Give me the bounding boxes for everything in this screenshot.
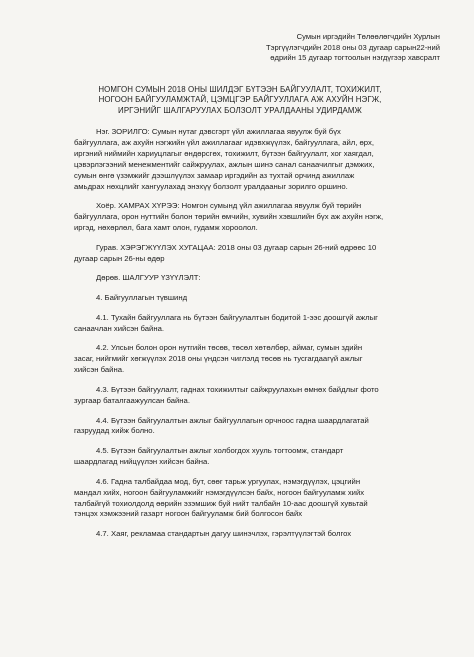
paragraph-4-7 [74, 529, 438, 540]
text-line: 4.6. Гадна талбайдаа мод, бут, сөөг тарьж ургуулах, нэмэгдүүлэх, цэцгийн [96, 476, 361, 486]
text-line: 4.1. Тухайн байгууллага нь бүтээн байгуулалтын бодитой 1-ээс доошгүй ажлыг [96, 312, 378, 322]
paragraph-4-1 [74, 313, 438, 335]
header-line: Тэргүүлэгчдийн 2018 оны 03 дугаар сарын22-ний [265, 42, 440, 52]
document-body [74, 127, 438, 549]
paragraph-section-4 [74, 293, 438, 304]
text-line: шаардлагад нийцүүлэн хийсэн байна. [74, 457, 210, 467]
header-line: өдрийн 15 дугаар тогтоолын нэгдүгээр хавсралт [270, 53, 440, 63]
text-line: сумын өнгө үзэмжийг дээшлүүлэх замаар иргэдийн аз тухтай орчинд ажиллаж [74, 170, 355, 180]
document-header [210, 32, 440, 64]
text-line: 4.4. Бүтээн байгуулалтын ажлыг байгууллагын орчноос гадна шаардлагатай [96, 415, 369, 425]
text-line: талбайгүй тохиолдолд өөрийн эзэмшиж буй нийт талбайн 10-аас доошгүй хувьтай [74, 498, 368, 508]
header-line: Сумын иргэдийн Төлөөлөгчдийн Хурлын [296, 32, 440, 41]
text-line: Дөрөв. ШАЛГУУР ҮЗҮҮЛЭЛТ: [96, 273, 201, 283]
text-line: Хоёр. ХАМРАХ ХҮРЭЭ: Номгон сумынд үйл ажиллагаа явуулж буй төрийн [96, 201, 362, 211]
text-line: байгууллага, аж ахуйн нэгжийн үйл ажиллагааг идэвхжүүлэх, байгууллага, айл, өрх, [74, 137, 374, 147]
paragraph-scope [74, 201, 438, 234]
text-line: 4.7. Хаяг, рекламаа стандартын дагуу шинэчлэх, гэрэлтүүлэгтэй болгох [96, 529, 352, 539]
text-line: 4.5. Бүтээн байгуулалтын ажлыг холбогдох хууль тогтоомж, стандарт [96, 446, 344, 456]
paragraph-criteria-heading [74, 273, 438, 284]
text-line: 4.2. Улсын болон орон нутгийн төсөв, төсөл хөтөлбөр, аймаг, сумын здийн [96, 343, 363, 353]
text-line: Нэг. ЗОРИЛГО: Сумын нутаг дэвсгэрт үйл ажиллагаа явуулж буй бүх [96, 127, 341, 136]
text-line: иргэний ниймийн хариуцлагыг өндөрсгөх, тохижилт, бүтээн байгуулалт, хог хаягдал, [74, 148, 374, 158]
text-line: иргэд, нөхөрлөл, бага хамт олон, гудамж хороолол. [74, 223, 258, 233]
paragraph-purpose [74, 127, 438, 192]
text-line: Гурав. ХЭРЭГЖҮҮЛЭХ ХУГАЦАА: 2018 оны 03 дугаар сарын 26-ний өдрөөс 10 [96, 242, 377, 252]
title-line: ИРГЭНИЙГ ШАЛГАРУУЛАХ БОЛЗОЛТ УРАЛДААНЫ УДИРДАМЖ [118, 105, 362, 115]
text-line: зургаар баталгаажуулсан байна. [74, 395, 190, 405]
title-line: НОГООН БАЙГУУЛАМЖТАЙ, ЦЭМЦГЭР БАЙГУУЛЛАГА АЖ АХУЙН НЭГЖ, [98, 95, 382, 105]
document-title [44, 85, 436, 116]
text-line: дугаар сарын 26-ны өдөр [74, 253, 165, 263]
paragraph-duration [74, 243, 438, 265]
paragraph-4-2 [74, 343, 438, 376]
text-line: 4. Байгууллагын түвшинд [96, 293, 188, 303]
text-line: засаг, нийгмийг хөгжүүлэх 2018 оны үндсэн чиглэлд төсөв нь тусгагдаагүй ажлыг [74, 354, 363, 364]
paragraph-4-4 [74, 416, 438, 438]
text-line: санаачлан хийсэн байна. [74, 323, 165, 333]
text-line: амьдрах нөхцлийг хангуулахад энэхүү болзолт уралдааныг зорилго оршино. [74, 181, 348, 191]
text-line: тэнцэх хэмжээний газарт ногоон байгууламж бий болгосон байх [74, 509, 303, 519]
text-line: мандал хийх, ногоон байгууламжийг нэмэгдүүлсэн байх, ногоон байгууламж хийх [74, 487, 365, 497]
paragraph-4-5 [74, 446, 438, 468]
title-line: НОМГОН СУМЫН 2018 ОНЫ ШИЛДЭГ БҮТЭЭН БАЙГУУЛАЛТ, ТОХИЖИЛТ, [98, 85, 382, 94]
paragraph-4-6 [74, 477, 438, 521]
paragraph-4-3 [74, 385, 438, 407]
text-line: байгууллага, орон нуттийн болон төрийн өмчийн, хувийн хэвшлийн бүх аж ахуйн нэгж, [74, 212, 384, 222]
text-line: цэвэрлэгээний менежментийг сайжруулах, ажлын шинэ санал санаачилгыг дэмжих, [74, 159, 375, 169]
text-line: хийсэн байна. [74, 365, 125, 375]
text-line: 4.3. Бүтээн байгуулалт, гаднах тохижилтыг сайжруулахын өмнөх байдлыг фото [96, 384, 379, 394]
text-line: газруудад хийж болно. [74, 426, 155, 436]
